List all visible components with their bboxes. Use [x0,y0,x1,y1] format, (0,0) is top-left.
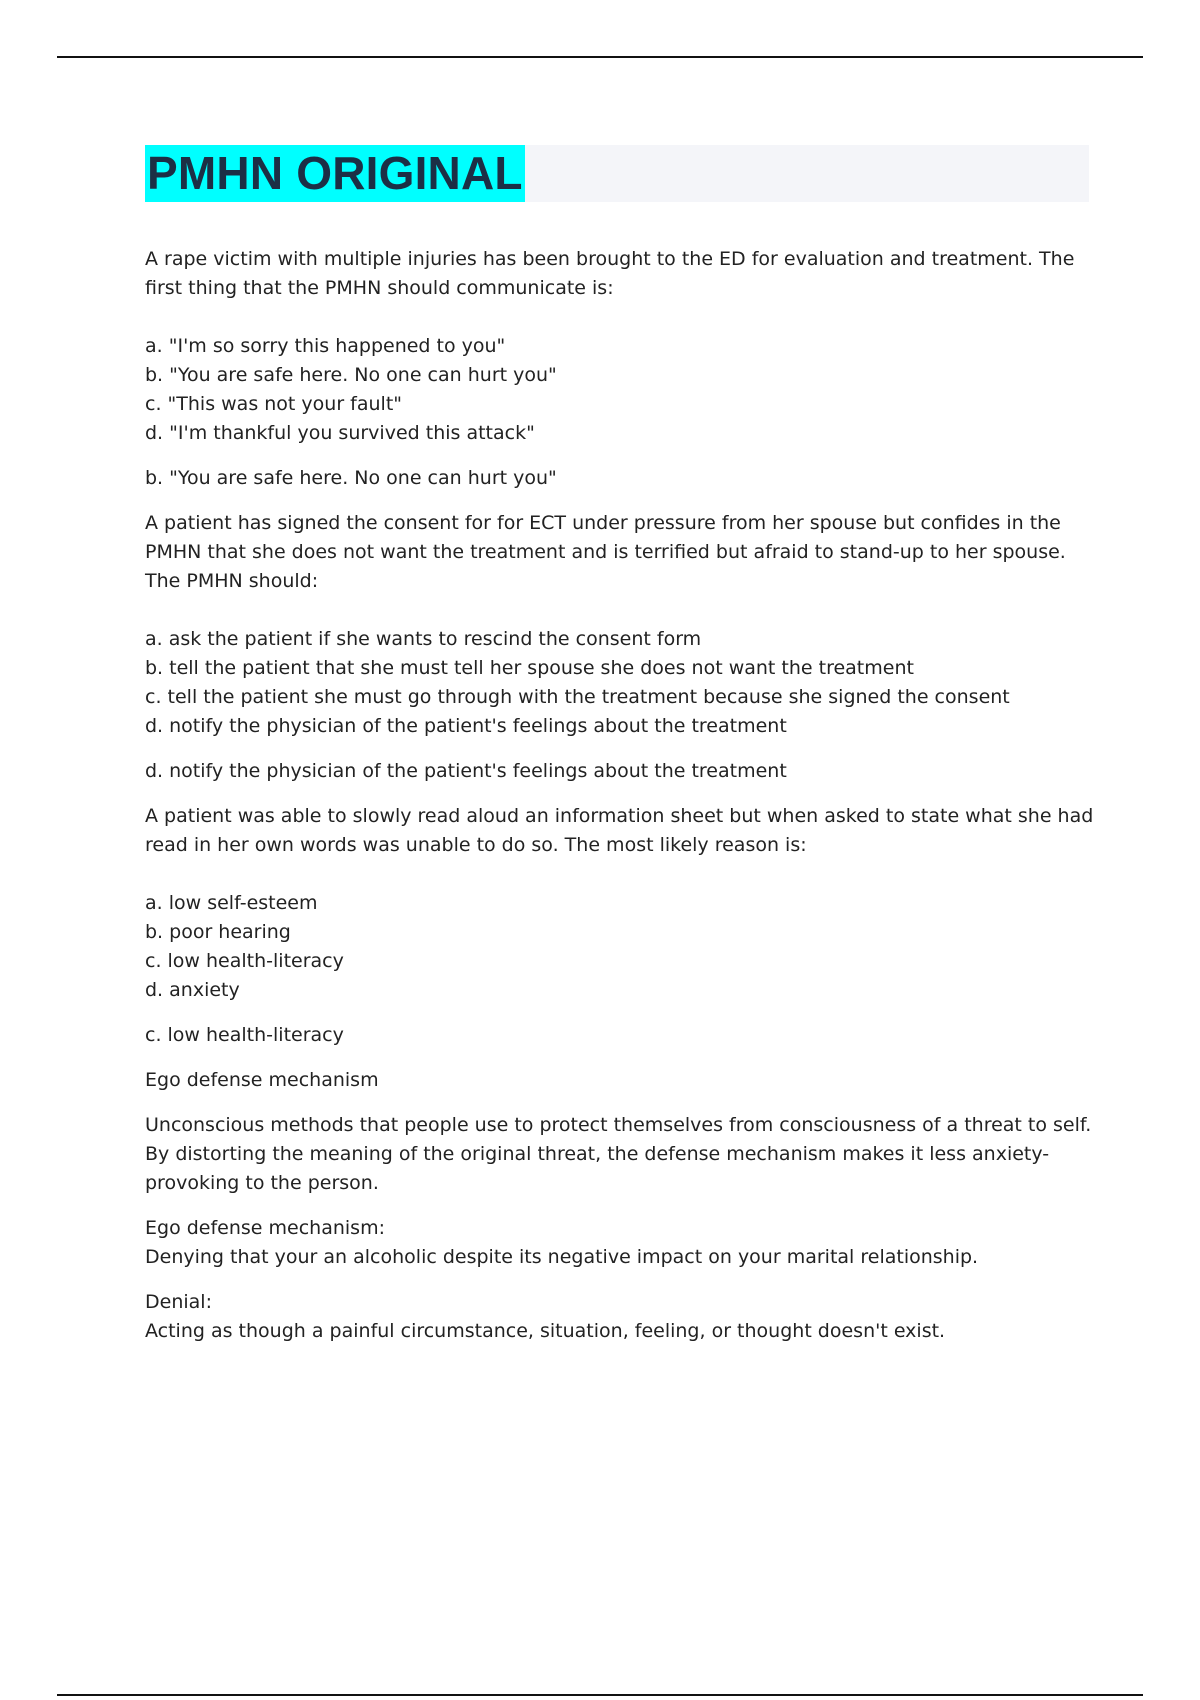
option: d. anxiety [145,979,240,1001]
option: a. low self-esteem [145,892,318,914]
term-definition-block [145,1111,1095,1198]
option: b. tell the patient that she must tell her spouse she does not want the treatment [145,657,914,679]
document-body [145,245,1095,1362]
header-rule [57,56,1143,58]
question-1-options [145,332,1095,448]
question-1-text: A rape victim with multiple injuries has been brought to the ED for evaluation and treatment. The first thing that the PMHN should communicate is: [145,248,1075,299]
term-line: By distorting the meaning of the original threat, the defense mechanism makes it less anxiety-provoking to the person. [145,1143,1050,1194]
option: d. "I'm thankful you survived this attack" [145,422,535,444]
option: c. low health-literacy [145,950,344,972]
option: a. "I'm so sorry this happened to you" [145,335,506,357]
footer-rule [57,1694,1143,1696]
option: b. "You are safe here. No one can hurt you" [145,364,557,386]
option: c. tell the patient she must go through with the treatment because she signed the consent [145,686,1010,708]
term-line: Denial: [145,1291,212,1313]
question-1-answer: b. "You are safe here. No one can hurt you" [145,467,557,489]
term-line: Acting as though a painful circumstance, situation, feeling, or thought doesn't exist. [145,1320,946,1342]
option: d. notify the physician of the patient's feelings about the treatment [145,715,787,737]
question-2-text: A patient has signed the consent for for ECT under pressure from her spouse but confides in the PMHN that she does not want the treatment and is terrified but afraid to stand-up to her spouse. The PMHN should: [145,512,1066,592]
option: c. "This was not your fault" [145,393,403,415]
term-definition-block [145,1214,1095,1272]
question-2-answer: d. notify the physician of the patient's feelings about the treatment [145,760,787,782]
question-2-options [145,625,1095,741]
term-line: Unconscious methods that people use to protect themselves from consciousness of a threat to self. [145,1114,1092,1136]
document-title: PMHN ORIGINAL [145,145,525,202]
term-line: Denying that your an alcoholic despite its negative impact on your marital relationship. [145,1246,979,1268]
question-3-options [145,889,1095,1005]
question-3-text: A patient was able to slowly read aloud an information sheet but when asked to state what she had read in her own words was unable to do so. The most likely reason is: [145,805,1094,856]
term-line: Ego defense mechanism: [145,1217,385,1239]
option: a. ask the patient if she wants to rescind the consent form [145,628,702,650]
term-definition-block [145,1288,1095,1346]
option: b. poor hearing [145,921,291,943]
question-3-answer: c. low health-literacy [145,1024,344,1046]
term-heading: Ego defense mechanism [145,1069,379,1091]
